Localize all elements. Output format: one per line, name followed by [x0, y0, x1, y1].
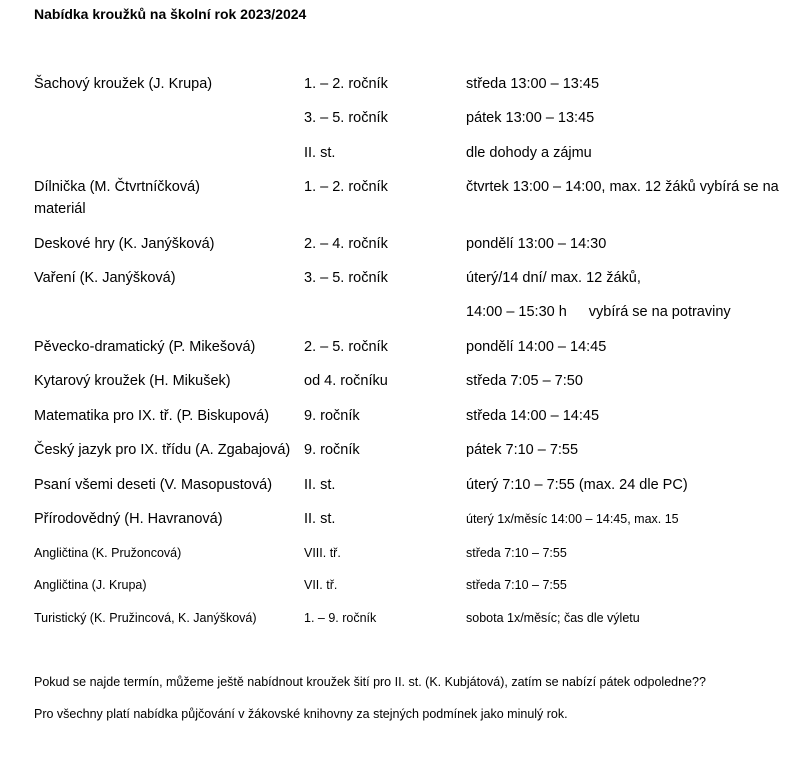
- club-grade: 1. – 2. ročník: [304, 179, 388, 195]
- club-time: pátek 13:00 – 13:45: [466, 110, 595, 126]
- club-time-extra: vybírá se na potraviny: [588, 304, 731, 320]
- club-time: středa 13:00 – 13:45: [466, 76, 600, 92]
- club-grade: od 4. ročníku: [304, 373, 388, 389]
- club-grade: II. st.: [304, 477, 336, 493]
- club-name: Turistický (K. Pružincová, K. Janýšková): [34, 611, 257, 625]
- note-library: Pro všechny platí nabídka půjčování v žákovské knihovny za stejných podmínek jako minulý rok.: [34, 707, 568, 721]
- club-grade: 9. ročník: [304, 408, 360, 424]
- club-time: pondělí 13:00 – 14:30: [466, 236, 607, 252]
- note-sewing: Pokud se najde termín, můžeme ještě nabídnout kroužek šití pro II. st. (K. Kubjátová), zatím se nabízí pátek odpoledne??: [34, 675, 706, 689]
- club-time: [466, 301, 806, 323]
- club-name: Matematika pro IX. tř. (P. Biskupová): [34, 408, 270, 424]
- club-grade: 2. – 4. ročník: [304, 236, 388, 252]
- club-time: čtvrtek 13:00 – 14:00, max. 12 žáků vybírá se na: [466, 179, 779, 195]
- club-grade: 1. – 2. ročník: [304, 76, 388, 92]
- club-time: úterý 1x/měsíc 14:00 – 14:45, max. 15: [466, 512, 679, 526]
- club-time: středa 7:10 – 7:55: [466, 578, 567, 592]
- club-grade: II. st.: [304, 511, 336, 527]
- club-name: Kytarový kroužek (H. Mikušek): [34, 373, 231, 389]
- club-grade: 1. – 9. ročník: [304, 611, 377, 625]
- club-name: Vaření (K. Janýšková): [34, 270, 176, 286]
- club-name: Angličtina (K. Pružoncová): [34, 546, 182, 560]
- club-name: Český jazyk pro IX. třídu (A. Zgabajová): [34, 442, 291, 458]
- club-name: Deskové hry (K. Janýšková): [34, 236, 215, 252]
- club-name: Angličtina (J. Krupa): [34, 578, 147, 592]
- club-time: středa 7:05 – 7:50: [466, 373, 583, 389]
- club-time: úterý/14 dní/ max. 12 žáků,: [466, 270, 641, 286]
- club-name: Dílnička (M. Čtvrtníčková) materiál: [34, 179, 200, 217]
- club-time: středa 14:00 – 14:45: [466, 408, 600, 424]
- club-name: Psaní všemi deseti (V. Masopustová): [34, 477, 273, 493]
- club-time: sobota 1x/měsíc; čas dle výletu: [466, 611, 640, 625]
- page-title: Nabídka kroužků na školní rok 2023/2024: [34, 6, 307, 22]
- club-time: pátek 7:10 – 7:55: [466, 442, 579, 458]
- club-grade: 3. – 5. ročník: [304, 110, 388, 126]
- club-name: Přírodovědný (H. Havranová): [34, 511, 223, 527]
- club-time: pondělí 14:00 – 14:45: [466, 339, 607, 355]
- club-name: Pěvecko-dramatický (P. Mikešová): [34, 339, 256, 355]
- club-time-main: 14:00 – 15:30 h: [466, 304, 567, 320]
- club-time: úterý 7:10 – 7:55 (max. 24 dle PC): [466, 477, 688, 493]
- club-name: Šachový kroužek (J. Krupa): [34, 76, 213, 92]
- club-grade: VII. tř.: [304, 578, 338, 592]
- club-grade: II. st.: [304, 145, 336, 161]
- club-grade: 2. – 5. ročník: [304, 339, 388, 355]
- club-time: dle dohody a zájmu: [466, 145, 592, 161]
- club-grade: 9. ročník: [304, 442, 360, 458]
- club-grade: VIII. tř.: [304, 546, 341, 560]
- club-time: středa 7:10 – 7:55: [466, 546, 567, 560]
- club-grade: 3. – 5. ročník: [304, 270, 388, 286]
